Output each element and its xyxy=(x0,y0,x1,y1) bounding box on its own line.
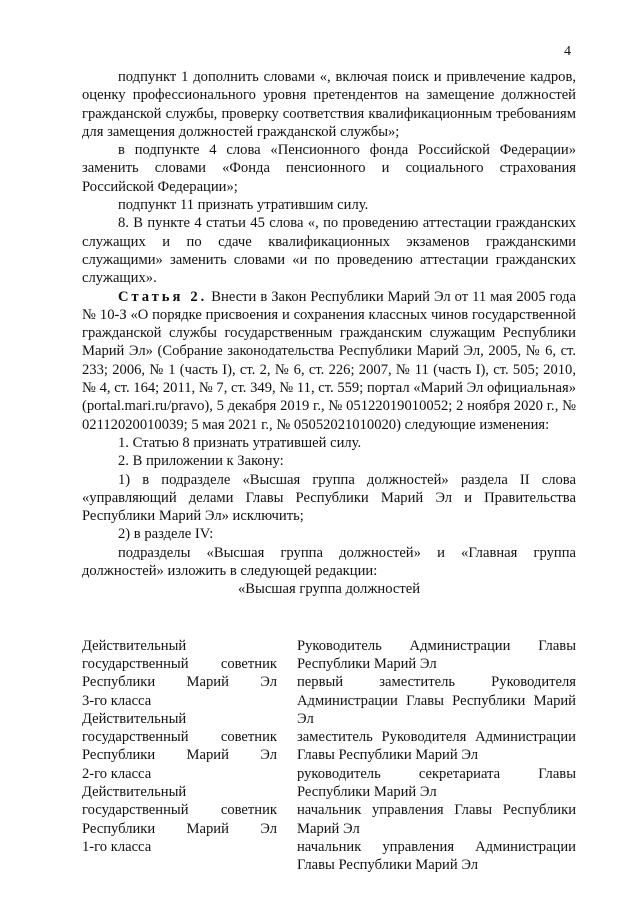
ranks-column xyxy=(82,637,277,875)
rank-entry xyxy=(82,783,277,856)
paragraph-article-2 xyxy=(82,288,576,434)
section-heading: «Высшая группа должностей xyxy=(237,581,421,598)
document-body xyxy=(82,68,576,874)
paragraph-subpoint-1: подпункт 1 дополнить словами «, включая поиск и привлечение кадров, оценку профессионального уровня претендентов на замещение должностей гражданской службы, проверку соответствия квалификационным требованиям для замещения должностей гражданской службы»; xyxy=(82,69,576,140)
position-item: руководитель секретариата Главы Республики Марий Эл xyxy=(297,765,576,800)
rank-line: Республики Марий Эл xyxy=(82,747,277,764)
article-2-text: Внести в Закон Республики Марий Эл от 11 мая 2005 года № 10-З «О порядке присвоения и сохранения классных чинов государственной гражданской службы государственным гражданским служащим Республики Марий Эл» (Собрание законодательства Республики Марий Эл, 2005, № 6, ст. 233; 2006, № 1 (часть I), ст. 2, № 6, ст. 226; 2007, № 11 (часть I), ст. 505; 2010, № 4, ст. 164; 2011, № 7, ст. 349, № 11, ст. 559; портал «Марий Эл официальная» (portal.mari.ru/pravo), 5 декабря 2019 г., № 05122019010052; 2 ноября 2020 г., № 02112020010039; 5 мая 2021 г., № 05052021010020) следующие изменения: xyxy=(82,288,576,433)
position-item: начальник управления Администрации Главы Республики Марий Эл xyxy=(297,838,576,874)
position-item: первый заместитель Руководителя Администрации Главы Республики Марий Эл xyxy=(297,674,576,727)
rank-line: Действительный xyxy=(82,710,187,727)
paragraph-subitem-1: 1) в подразделе «Высшая группа должностей» раздела II слова «управляющий делами Главы Республики Марий Эл и Правительства Республики Марий Эл» исключить; xyxy=(82,471,576,525)
paragraph-item-1: 1. Статью 8 признать утратившей силу. xyxy=(118,434,362,451)
rank-entry xyxy=(82,637,277,710)
paragraph-item-8: 8. В пункте 4 статьи 45 слова «, по проведению аттестации гражданских служащих и по сдаче квалификационных экзаменов гражданскими служащими» заменить словами «и по проведению аттестации гражданских служащих». xyxy=(82,215,576,287)
paragraph-subsections: подразделы «Высшая группа должностей» и «Главная группа должностей» изложить в следующей редакции: xyxy=(82,544,576,580)
positions-table xyxy=(82,637,576,875)
position-item: начальник управления Главы Республики Марий Эл xyxy=(297,802,576,837)
paragraph-item-2: 2. В приложении к Закону: xyxy=(118,453,284,470)
page-number: 4 xyxy=(564,44,571,59)
rank-line: Действительный xyxy=(82,783,187,800)
rank-line: 2-го класса xyxy=(82,765,152,782)
rank-line: государственный советник xyxy=(82,655,277,672)
rank-line: Республики Марий Эл xyxy=(82,674,277,691)
article-2-label: Статья 2. xyxy=(118,288,208,305)
rank-line: государственный советник xyxy=(82,729,277,746)
rank-line: 3-го класса xyxy=(82,692,152,709)
rank-line: Республики Марий Эл xyxy=(82,820,277,837)
rank-line: Действительный xyxy=(82,637,187,654)
spacer xyxy=(82,599,576,637)
positions-column xyxy=(297,637,576,875)
rank-entry xyxy=(82,710,277,783)
paragraph-subpoint-4: в подпункте 4 слова «Пенсионного фонда Российской Федерации» заменить словами «Фонда пенсионного и социального страхования Российской Федерации»; xyxy=(82,142,576,195)
position-item: заместитель Руководителя Администрации Главы Республики Марий Эл xyxy=(297,729,576,764)
paragraph-subitem-2: 2) в разделе IV: xyxy=(118,526,214,543)
paragraph-subpoint-11: подпункт 11 признать утратившим силу. xyxy=(118,197,369,214)
rank-line: 1-го класса xyxy=(82,838,152,855)
rank-line: государственный советник xyxy=(82,802,277,819)
position-item: Руководитель Администрации Главы Республики Марий Эл xyxy=(297,637,576,672)
